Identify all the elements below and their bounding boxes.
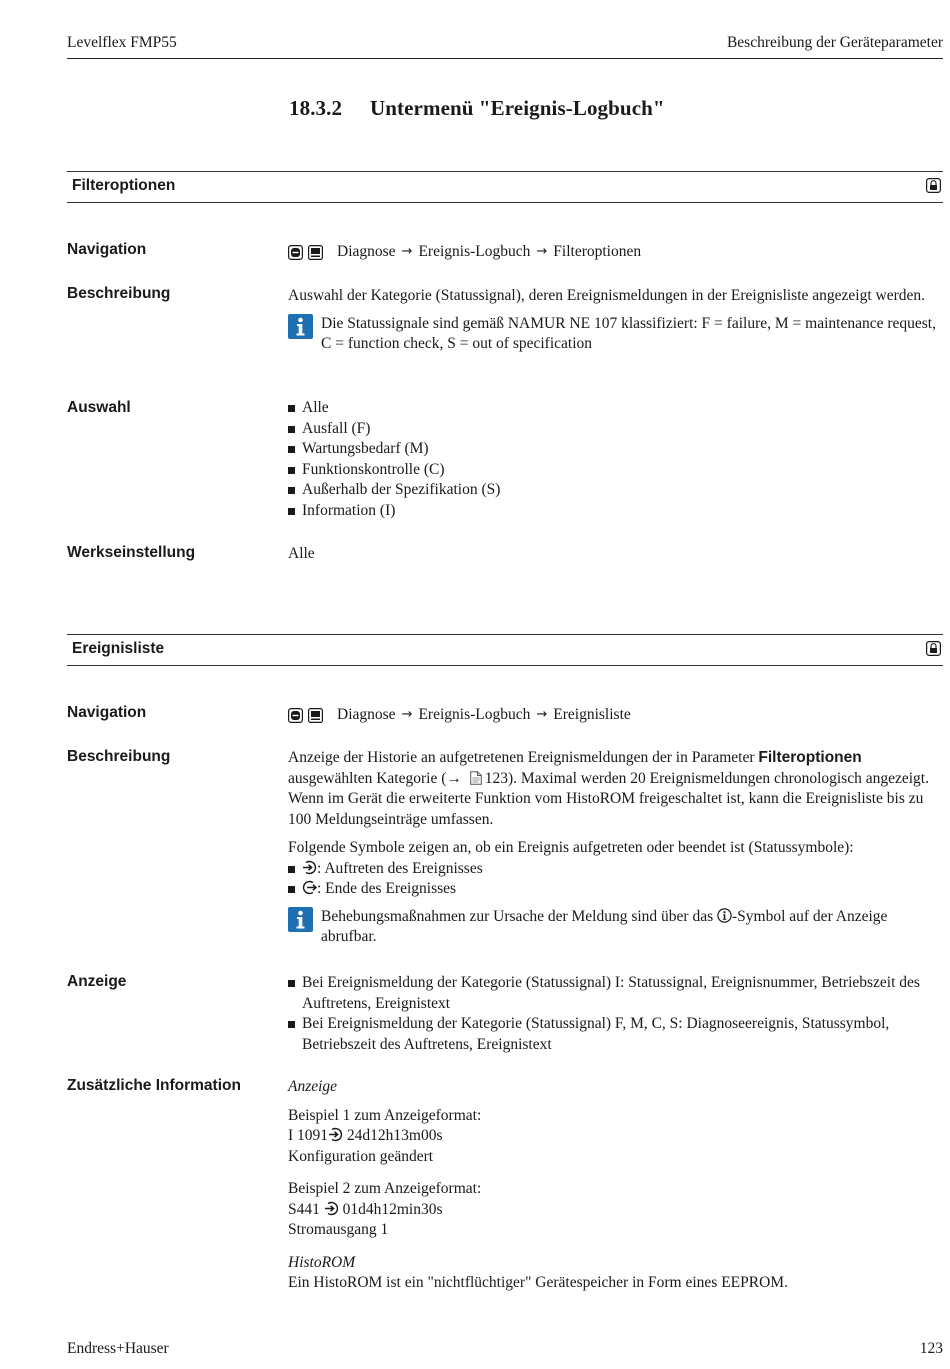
page-ref-icon xyxy=(470,771,482,785)
param-bar-ereignisliste xyxy=(67,634,943,666)
example-code xyxy=(288,1200,943,1221)
operate-icon xyxy=(288,245,303,260)
footer-brand: Endress+Hauser xyxy=(67,1340,169,1357)
default-value: Alle xyxy=(288,545,315,562)
list-item: Information (I) xyxy=(288,501,943,522)
lock-icon xyxy=(926,641,941,656)
info-icon xyxy=(288,907,313,932)
arrow-right-icon: → xyxy=(401,244,413,259)
options-list-wrap xyxy=(288,398,943,521)
display-list-wrap xyxy=(288,973,943,1055)
event-in-icon xyxy=(324,1201,339,1216)
description-block xyxy=(288,748,943,948)
example-code xyxy=(288,1126,943,1147)
label-zusaetzliche-information: Zusätzliche Information xyxy=(67,1077,241,1094)
param-bar-filteroptionen xyxy=(67,171,943,203)
info-icon xyxy=(288,314,313,339)
navigation-path xyxy=(288,242,943,263)
nav-step: Filteroptionen xyxy=(553,243,642,260)
list-item xyxy=(288,879,943,900)
arrow-right-icon: → xyxy=(536,244,548,259)
navigation-path xyxy=(288,705,943,726)
section-title: Untermenü "Ereignis-Logbuch" xyxy=(370,96,665,120)
display-list xyxy=(288,973,943,1055)
description-text: Auswahl der Kategorie (Statussignal), deren Ereignismeldungen in der Ereignisliste angezeigt werden. xyxy=(288,287,926,304)
nav-step: Diagnose xyxy=(337,706,396,723)
text-run: I 1091 xyxy=(288,1127,329,1144)
param-reference: Filteroptionen xyxy=(758,749,862,766)
section-heading xyxy=(289,98,665,119)
event-out-icon xyxy=(302,880,317,895)
text-run: 24d12h13m00s xyxy=(343,1127,443,1144)
header-divider xyxy=(67,58,943,59)
label-werkseinstellung: Werkseinstellung xyxy=(67,544,196,561)
text-run: ausgewählten Kategorie (→ xyxy=(288,769,466,787)
description-block xyxy=(288,286,943,355)
example-title: Beispiel 2 zum Anzeigeformat: xyxy=(288,1180,482,1197)
display-icon xyxy=(308,708,323,723)
list-item: Bei Ereignismeldung der Kategorie (Statussignal) F, M, C, S: Diagnoseereignis, Statussymbol, Betriebszeit des Auftretens, Ereignistext xyxy=(288,1014,943,1055)
example-text: Stromausgang 1 xyxy=(288,1221,389,1238)
param-title: Filteroptionen xyxy=(72,177,176,194)
example-text: Konfiguration geändert xyxy=(288,1147,434,1165)
header-product: Levelflex FMP55 xyxy=(67,34,177,51)
label-beschreibung: Beschreibung xyxy=(67,285,171,302)
subheading: Anzeige xyxy=(288,1078,338,1095)
page-number: 123 xyxy=(919,1340,943,1357)
page-link[interactable]: 123 xyxy=(484,769,509,787)
info-text xyxy=(321,907,943,948)
text-run: ). Maximal werden 20 Ereignismeldungen chronologisch angezeigt. Wenn im Gerät die erweiterte Funktion vom HistoROM freigeschaltet ist, kann die Ereignisliste bis zu 100 Meldungseinträge umfassen. xyxy=(288,769,929,828)
list-item: Ausfall (F) xyxy=(288,419,943,440)
label-navigation: Navigation xyxy=(67,704,147,721)
list-item: Wartungsbedarf (M) xyxy=(288,439,943,460)
subheading: HistoROM xyxy=(288,1253,356,1271)
arrow-right-icon: → xyxy=(401,707,413,722)
event-in-icon xyxy=(302,860,317,875)
info-text: Die Statussignale sind gemäß NAMUR NE 107 klassifiziert: F = failure, M = maintenance request, C = function check, S = out of specification xyxy=(321,314,936,352)
info-note xyxy=(288,314,943,355)
operate-icon xyxy=(288,708,303,723)
options-list xyxy=(288,398,943,521)
description-paragraph xyxy=(288,748,943,830)
text-run: Behebungsmaßnahmen zur Ursache der Meldung sind über das xyxy=(321,907,717,925)
section-number: 18.3.2 xyxy=(289,96,343,120)
nav-step: Ereignis-Logbuch xyxy=(418,243,531,260)
symbol-list xyxy=(288,859,943,900)
label-auswahl: Auswahl xyxy=(67,399,131,416)
display-icon xyxy=(308,245,323,260)
info-note xyxy=(288,907,943,948)
description-paragraph: Folgende Symbole zeigen an, ob ein Ereignis aufgetreten oder beendet ist (Statussymbole): xyxy=(288,839,854,856)
additional-info xyxy=(288,1077,943,1294)
text-run: Anzeige der Historie an aufgetretenen Ereignismeldungen der in Parameter xyxy=(288,749,759,766)
list-item: Außerhalb der Spezifikation (S) xyxy=(288,480,943,501)
symbol-description: : Ende des Ereignisses xyxy=(317,880,457,897)
info-circle-icon xyxy=(717,908,732,923)
lock-icon xyxy=(926,178,941,193)
param-title: Ereignisliste xyxy=(72,640,165,657)
arrow-right-icon: → xyxy=(536,707,548,722)
event-in-icon xyxy=(328,1127,343,1142)
nav-step: Ereignisliste xyxy=(553,706,631,723)
symbol-description: : Auftreten des Ereignisses xyxy=(317,859,483,877)
text-run: S441 xyxy=(288,1200,324,1218)
nav-step: Ereignis-Logbuch xyxy=(418,706,531,723)
historom-text: Ein HistoROM ist ein "nichtflüchtiger" Gerätespeicher in Form eines EEPROM. xyxy=(288,1274,788,1291)
label-beschreibung: Beschreibung xyxy=(67,748,171,765)
text-run: 01d4h12min30s xyxy=(338,1200,443,1218)
list-item: Funktionskontrolle (C) xyxy=(288,460,943,481)
text-run: -Symbol auf der Anzeige abrufbar. xyxy=(321,907,888,945)
label-navigation: Navigation xyxy=(67,241,147,258)
list-item: Bei Ereignismeldung der Kategorie (Statussignal) I: Statussignal, Ereignisnummer, Betriebszeit des Auftretens, Ereignistext xyxy=(288,973,943,1014)
label-anzeige: Anzeige xyxy=(67,973,127,990)
nav-step: Diagnose xyxy=(337,243,396,260)
list-item xyxy=(288,859,943,880)
list-item: Alle xyxy=(288,398,943,419)
header-chapter: Beschreibung der Geräteparameter xyxy=(726,34,943,51)
example-title: Beispiel 1 zum Anzeigeformat: xyxy=(288,1106,482,1124)
